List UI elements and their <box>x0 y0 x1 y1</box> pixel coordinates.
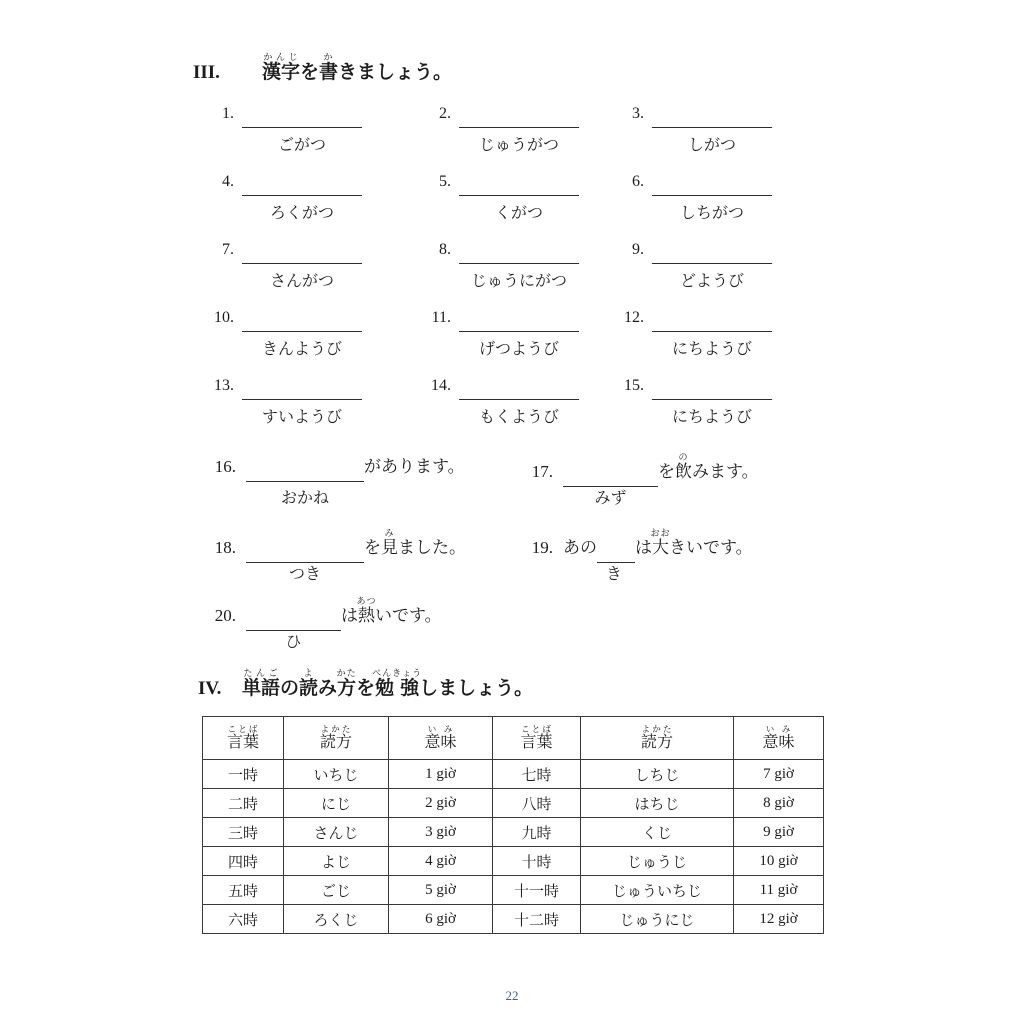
table-cell: 1 giờ <box>389 760 493 789</box>
item-reading-hiragana: げつようび <box>478 341 559 358</box>
item-reading-hiragana: ごがつ <box>277 137 326 154</box>
kanji-writing-item <box>425 304 618 372</box>
section3-title: 漢字かんじを書かきましょう。 <box>262 52 453 83</box>
kanji-writing-item <box>208 236 425 304</box>
table-cell: いちじ <box>284 760 389 789</box>
kanji-writing-items-grid <box>208 100 848 440</box>
answer-blank <box>652 375 772 400</box>
kanji-writing-item <box>425 372 618 440</box>
kanji-writing-item <box>208 100 425 168</box>
table-cell: はちじ <box>581 789 734 818</box>
table-cell: 11 giờ <box>734 876 824 905</box>
table-cell: じゅうじ <box>581 847 734 876</box>
item-reading-hiragana: もくようび <box>478 409 559 426</box>
table-row <box>203 818 824 847</box>
item-reading-hiragana: さんがつ <box>269 273 334 290</box>
table-cell: 一時 <box>203 760 284 789</box>
item-reading-hiragana: きんようび <box>261 341 342 358</box>
item-number: 8. <box>439 241 451 258</box>
item-number: 1. <box>222 105 234 122</box>
kanji-writing-item <box>425 168 618 236</box>
table-row <box>203 876 824 905</box>
item-reading-hiragana: みず <box>594 490 627 507</box>
item-number: 2. <box>439 105 451 122</box>
table-cell: 8 giờ <box>734 789 824 818</box>
table-cell: ごじ <box>284 876 389 905</box>
item-number: 14. <box>431 377 451 394</box>
table-cell: 10 giờ <box>734 847 824 876</box>
kanji-writing-item <box>618 372 848 440</box>
table-row <box>203 847 824 876</box>
item-number: 20. <box>214 606 236 625</box>
table-body <box>203 760 824 934</box>
table-cell: 6 giờ <box>389 905 493 934</box>
item-reading-hiragana: くがつ <box>494 205 543 222</box>
item-number: 16. <box>214 457 236 476</box>
table-cell: 八時 <box>493 789 581 818</box>
answer-blank <box>652 307 772 332</box>
item-reading-hiragana: ろくがつ <box>269 205 334 222</box>
table-cell: くじ <box>581 818 734 847</box>
table-cell: 四時 <box>203 847 284 876</box>
kanji-writing-item <box>208 372 425 440</box>
answer-blank <box>459 375 579 400</box>
kanji-writing-sentence-item <box>208 596 442 652</box>
section3-label: III. <box>193 62 220 83</box>
answer-blank <box>652 239 772 264</box>
item-reading-hiragana: ひ <box>285 634 302 651</box>
table-header-cell: 言葉ことば <box>203 717 284 760</box>
table-cell: 十時 <box>493 847 581 876</box>
time-vocabulary-table <box>202 716 824 934</box>
item-reading-hiragana: じゅうにがつ <box>470 273 567 290</box>
sentence-post-text: を見みました。 <box>364 528 466 557</box>
item-number: 5. <box>439 173 451 190</box>
section3-header <box>193 52 452 84</box>
item-number: 9. <box>632 241 644 258</box>
table-cell: 五時 <box>203 876 284 905</box>
answer-blank <box>242 307 362 332</box>
table-header-cell: 意味いみ <box>389 717 493 760</box>
answer-blank <box>459 103 579 128</box>
item-reading-hiragana: しちがつ <box>679 205 744 222</box>
kanji-writing-sentence-item <box>208 452 465 508</box>
item-reading-hiragana: おかね <box>280 490 329 507</box>
item-reading-hiragana: しがつ <box>687 137 736 154</box>
table-cell: じゅうにじ <box>581 905 734 934</box>
table-header-cell: 言葉ことば <box>493 717 581 760</box>
table-cell: 2 giờ <box>389 789 493 818</box>
item-reading-hiragana: すいようび <box>261 409 342 426</box>
table-header-row <box>203 717 824 760</box>
answer-blank <box>242 239 362 264</box>
table-header-cell: 読方よかた <box>284 717 389 760</box>
table-cell: 7 giờ <box>734 760 824 789</box>
item-number: 18. <box>214 538 236 557</box>
answer-blank <box>597 538 635 563</box>
item-number: 10. <box>214 309 234 326</box>
kanji-writing-item <box>425 100 618 168</box>
sentence-post-text: は大おおきいです。 <box>635 528 753 557</box>
item-number: 19. <box>531 538 553 557</box>
kanji-writing-item <box>618 100 848 168</box>
kanji-writing-item <box>208 168 425 236</box>
table-cell: にじ <box>284 789 389 818</box>
answer-blank <box>242 103 362 128</box>
sentence-post-text: を飲のみます。 <box>658 452 759 481</box>
item-number: 11. <box>431 309 451 326</box>
table-row <box>203 905 824 934</box>
table-header-cell: 意味いみ <box>734 717 824 760</box>
section4-header <box>198 668 533 700</box>
kanji-writing-item <box>425 236 618 304</box>
table-cell: 十二時 <box>493 905 581 934</box>
item-number: 7. <box>222 241 234 258</box>
item-number: 6. <box>632 173 644 190</box>
sentence-pre-text: あの <box>563 538 597 557</box>
section4-label: IV. <box>198 678 222 699</box>
answer-blank <box>246 606 341 631</box>
item-reading-hiragana: にちようび <box>671 341 752 358</box>
table-row <box>203 760 824 789</box>
item-number: 13. <box>214 377 234 394</box>
table-cell: 二時 <box>203 789 284 818</box>
table-cell: 3 giờ <box>389 818 493 847</box>
table-row <box>203 789 824 818</box>
answer-blank <box>246 538 364 563</box>
table-cell: 9 giờ <box>734 818 824 847</box>
table-header-cell: 読方よかた <box>581 717 734 760</box>
table-cell: よじ <box>284 847 389 876</box>
kanji-writing-item <box>618 168 848 236</box>
table-cell: 三時 <box>203 818 284 847</box>
table-cell: 六時 <box>203 905 284 934</box>
table-cell: 12 giờ <box>734 905 824 934</box>
kanji-writing-sentence-item <box>525 452 759 508</box>
item-reading-hiragana: き <box>606 566 623 583</box>
answer-blank <box>242 171 362 196</box>
table-cell: しちじ <box>581 760 734 789</box>
table-cell: 七時 <box>493 760 581 789</box>
table-cell: ろくじ <box>284 905 389 934</box>
table-row <box>203 717 824 760</box>
table-cell: 5 giờ <box>389 876 493 905</box>
kanji-writing-sentence-item <box>525 528 753 584</box>
answer-blank <box>242 375 362 400</box>
item-number: 3. <box>632 105 644 122</box>
sentence-post-text: があります。 <box>364 457 465 476</box>
sentence-post-text: は熱あついです。 <box>341 596 442 625</box>
item-reading-hiragana: どようび <box>679 273 744 290</box>
item-number: 12. <box>624 309 644 326</box>
kanji-writing-item <box>618 236 848 304</box>
kanji-writing-item <box>208 304 425 372</box>
answer-blank <box>563 462 658 487</box>
table-cell: 十一時 <box>493 876 581 905</box>
page-number: 22 <box>505 988 519 1003</box>
item-reading-hiragana: にちようび <box>671 409 752 426</box>
item-reading-hiragana: つき <box>288 566 321 583</box>
item-reading-hiragana: じゅうがつ <box>478 137 559 154</box>
answer-blank <box>652 103 772 128</box>
answer-blank <box>652 171 772 196</box>
table-cell: じゅういちじ <box>581 876 734 905</box>
item-number: 17. <box>531 462 553 481</box>
table-cell: 4 giờ <box>389 847 493 876</box>
kanji-writing-sentence-item <box>208 528 466 584</box>
item-number: 15. <box>624 377 644 394</box>
table-cell: 九時 <box>493 818 581 847</box>
answer-blank <box>459 239 579 264</box>
section4-title: 単語たんごの読よみ方かたを勉強べんきょうしましょう。 <box>242 668 534 699</box>
answer-blank <box>246 457 364 482</box>
table-cell: さんじ <box>284 818 389 847</box>
answer-blank <box>459 307 579 332</box>
answer-blank <box>459 171 579 196</box>
kanji-writing-item <box>618 304 848 372</box>
item-number: 4. <box>222 173 234 190</box>
